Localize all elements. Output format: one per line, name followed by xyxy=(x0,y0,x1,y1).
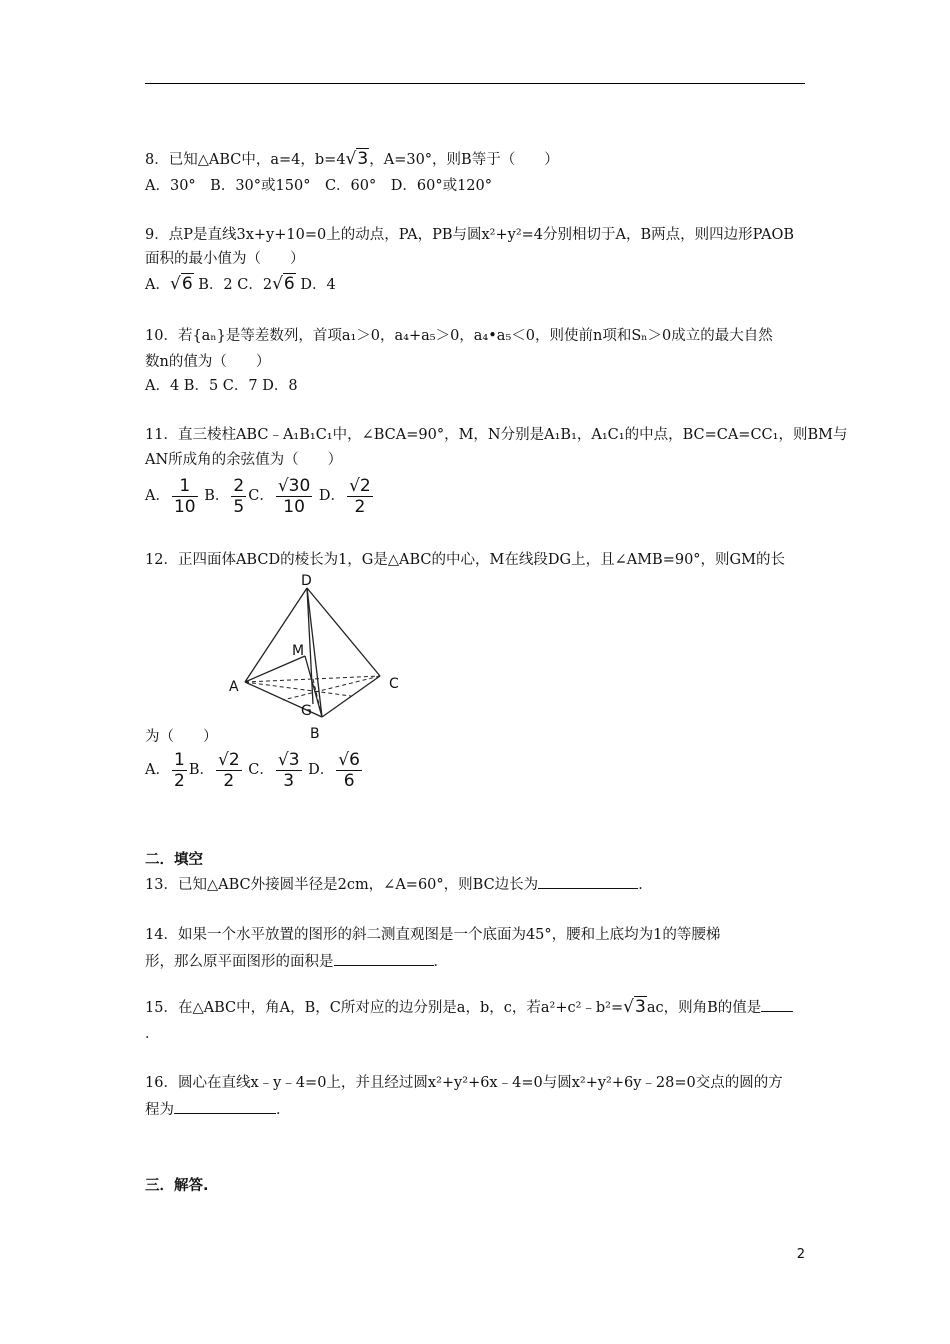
q14-line2 xyxy=(145,951,448,971)
q13-end: ． xyxy=(638,877,653,893)
fraction xyxy=(172,750,187,791)
numerator: 1 xyxy=(173,749,185,770)
q12-line2: 为（ ） xyxy=(145,729,218,745)
sqrt-6: √6 xyxy=(169,274,193,294)
q9-opt-b: B．2 C．2 xyxy=(198,277,273,293)
q15-text-a: 15．在△ABC中，角A，B，C所对应的边分别是a，b，c，若a²+c²﹣b²= xyxy=(145,1000,624,1016)
fraction xyxy=(347,476,373,517)
denominator: 2 xyxy=(354,496,366,517)
header-rule xyxy=(145,83,805,84)
answer-blank[interactable] xyxy=(538,874,638,889)
q8-stem-b: ，A=30°，则B等于（ ） xyxy=(369,152,559,168)
sqrt-radicand: 3 xyxy=(635,997,646,1017)
q15-text-b: ac，则角B的值是 xyxy=(646,1000,762,1016)
numerator: 2 xyxy=(233,475,245,496)
segment-DG xyxy=(307,588,313,704)
fraction xyxy=(336,750,362,791)
q9-options xyxy=(145,275,336,294)
label-G: G xyxy=(301,703,312,719)
q14-line1: 14．如果一个水平放置的图形的斜二测直观图是一个底面为45°，腰和上底均为1的等腰梯 xyxy=(145,927,721,943)
q8-options: A．30° B．30°或150° C．60° D．60°或120° xyxy=(145,178,493,194)
denominator: 6 xyxy=(343,770,355,791)
q12-opt-d-label: D． xyxy=(308,762,335,778)
edge-CB xyxy=(322,676,380,717)
q13 xyxy=(145,874,653,894)
answer-blank[interactable] xyxy=(761,997,793,1012)
denominator: 2 xyxy=(223,770,235,791)
q12-opt-b-label: B． xyxy=(188,762,214,778)
q11-line1: 11．直三棱柱ABC﹣A₁B₁C₁中，∠BCA=90°，M，N分别是A₁B₁，A₁C₁的中点，BC=CA=CC₁，则BM与 xyxy=(145,427,848,443)
label-M: M xyxy=(292,643,305,659)
sqrt-3: √3 xyxy=(345,149,369,169)
label-C: C xyxy=(389,676,399,692)
q15-line1 xyxy=(145,997,793,1017)
sqrt-radicand: 3 xyxy=(288,749,300,770)
q15-line2: ． xyxy=(145,1026,160,1042)
denominator: 2 xyxy=(173,770,185,791)
q10-options: A．4 B．5 C．7 D．8 xyxy=(145,378,298,394)
denominator: 10 xyxy=(173,496,196,517)
q11-opt-c-label: C． xyxy=(248,488,274,504)
label-A: A xyxy=(229,679,239,695)
q16-end: ． xyxy=(276,1102,291,1118)
q11-opt-d-label: D． xyxy=(318,488,346,504)
q9-opt-a: A． xyxy=(145,277,170,293)
sqrt-radicand: 30 xyxy=(288,475,311,496)
numerator: √3 xyxy=(277,749,300,770)
edge-DC xyxy=(307,588,380,676)
denominator: 10 xyxy=(283,496,305,517)
q11-opt-b-label: B． xyxy=(204,488,230,504)
q11-options xyxy=(145,474,375,522)
numerator: √6 xyxy=(338,749,360,770)
denominator: 3 xyxy=(283,770,295,791)
q8-stem xyxy=(145,150,559,169)
sqrt-3: √3 xyxy=(623,997,646,1017)
page-number: 2 xyxy=(796,1247,805,1262)
sqrt-radicand: 3 xyxy=(357,149,369,169)
q9-line2: 面积的最小值为（ ） xyxy=(145,251,305,267)
q14-end: ． xyxy=(433,954,448,970)
tetrahedron-figure xyxy=(225,572,410,742)
sqrt-radicand: 6 xyxy=(349,749,360,770)
q11-line2: AN所成角的余弦值为（ ） xyxy=(145,452,343,468)
fraction xyxy=(276,750,302,791)
q12-line1: 12．正四面体ABCD的棱长为1，G是△ABC的中心，M在线段DG上，且∠AMB=90°，则GM的长 xyxy=(145,552,785,568)
label-B: B xyxy=(310,726,320,742)
q16-text: 程为 xyxy=(145,1102,174,1118)
answer-blank[interactable] xyxy=(334,951,434,966)
answer-blank[interactable] xyxy=(174,1099,276,1114)
q12-options xyxy=(145,748,364,796)
q16-line1: 16．圆心在直线x﹣y﹣4=0上，并且经过圆x²+y²+6x﹣4=0与圆x²+y²+6y﹣28=0交点的圆的方 xyxy=(145,1075,783,1091)
q8-stem-a: 8．已知△ABC中，a=4，b=4 xyxy=(145,152,346,168)
fraction xyxy=(216,750,242,791)
numerator: √2 xyxy=(217,749,240,770)
q16-line2 xyxy=(145,1099,291,1119)
edge-DB xyxy=(307,588,322,717)
q12-opt-a-label: A． xyxy=(145,762,170,778)
q14-text: 形，那么原平面图形的面积是 xyxy=(145,954,334,970)
sqrt-radicand: 2 xyxy=(359,475,371,496)
numerator: 1 xyxy=(172,476,198,497)
sqrt-radicand: 6 xyxy=(283,274,295,294)
q9-opt-d: D．4 xyxy=(300,277,336,293)
numerator: √2 xyxy=(349,475,371,496)
q12-opt-c-label: C． xyxy=(248,762,274,778)
q11-opt-a-label: A． xyxy=(145,488,170,504)
section-heading-solve: 三．解答. xyxy=(145,1178,209,1194)
q10-line1: 10．若{aₙ}是等差数列，首项a₁＞0，a₄+a₅＞0，a₄•a₅＜0，则使前n项和Sₙ＞0成立的最大自然 xyxy=(145,328,773,344)
sqrt-6: √6 xyxy=(272,274,295,294)
fraction xyxy=(172,476,198,517)
numerator: √30 xyxy=(277,475,311,496)
q13-text: 13．已知△ABC外接圆半径是2cm，∠A=60°，则BC边长为 xyxy=(145,877,539,893)
label-D: D xyxy=(301,573,312,589)
sqrt-radicand: 2 xyxy=(228,749,240,770)
fraction xyxy=(276,476,312,517)
section-heading-fill-in: 二．填空 xyxy=(145,852,203,868)
sqrt-radicand: 6 xyxy=(181,274,193,294)
denominator: 5 xyxy=(233,496,245,517)
fraction xyxy=(231,476,246,517)
q10-line2: 数n的值为（ ） xyxy=(145,354,271,370)
q9-line1: 9．点P是直线3x+y+10=0上的动点，PA，PB与圆x²+y²=4分别相切于A，B两点，则四边形PAOB xyxy=(145,227,795,243)
